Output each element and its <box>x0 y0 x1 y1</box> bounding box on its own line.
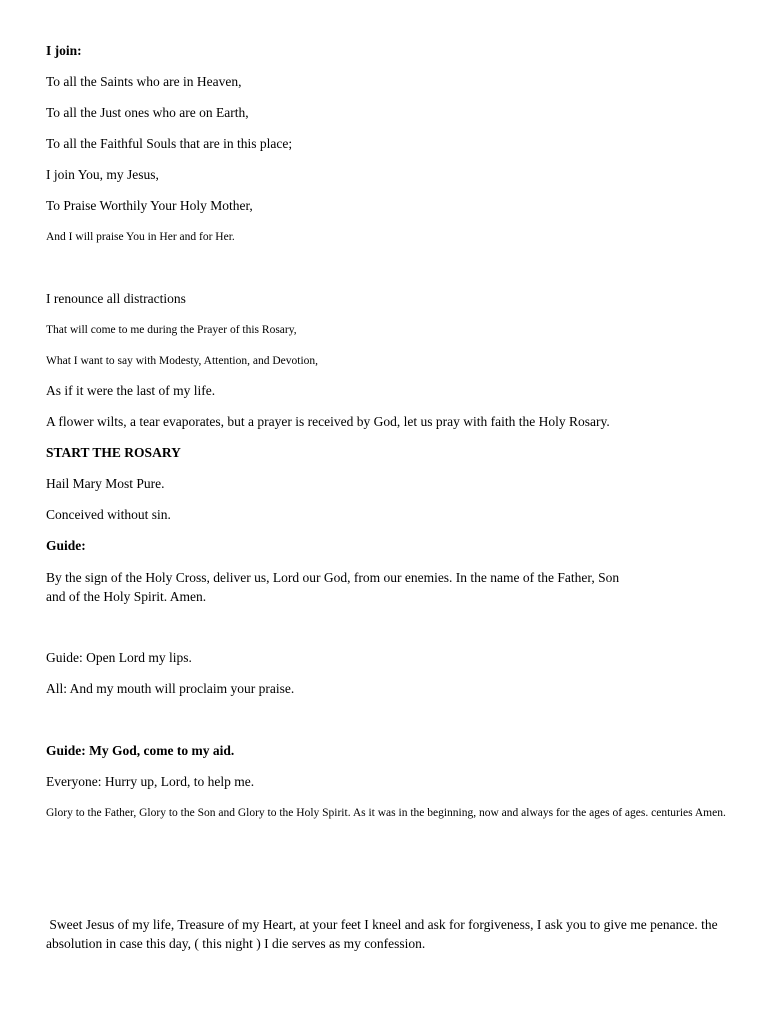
renounce-line-distractions: I renounce all distractions <box>46 291 186 306</box>
join-line-praise-you: And I will praise You in Her and for Her. <box>46 231 235 243</box>
renounce-line-modesty: What I want to say with Modesty, Attention, and Devotion, <box>46 355 319 367</box>
conceived-line: Conceived without sin. <box>46 507 171 522</box>
join-line-just: To all the Just ones who are on Earth, <box>46 105 249 120</box>
everyone-help-me: Everyone: Hurry up, Lord, to help me. <box>46 774 255 789</box>
guide-come-to-aid: Guide: My God, come to my aid. <box>46 743 235 758</box>
join-line-faithful: To all the Faithful Souls that are in this place; <box>46 136 293 151</box>
hail-mary-line: Hail Mary Most Pure. <box>46 476 165 491</box>
glory-be-paragraph: Glory to the Father, Glory to the Son and Glory to the Holy Spirit. As it was in the beginning, now and always for the ages of ages. centuries Amen. <box>46 807 726 819</box>
renounce-line-last: As if it were the last of my life. <box>46 383 216 398</box>
sweet-jesus-paragraph: Sweet Jesus of my life, Treasure of my Heart, at your feet I kneel and ask for forgiveness, I ask you to give me penance. the absolution in case this day, ( this night ) I die serves as my confession. <box>46 917 718 951</box>
guide-open-lips: Guide: Open Lord my lips. <box>46 650 192 665</box>
start-rosary-heading: START THE ROSARY <box>46 445 181 460</box>
renounce-line-prayer: That will come to me during the Prayer of this Rosary, <box>46 324 297 336</box>
join-line-jesus: I join You, my Jesus, <box>46 167 159 182</box>
guide-heading: Guide: <box>46 538 86 553</box>
all-proclaim-praise: All: And my mouth will proclaim your praise. <box>46 681 295 696</box>
flower-line: A flower wilts, a tear evaporates, but a prayer is received by God, let us pray with faith the Holy Rosary. <box>46 414 610 429</box>
sign-of-cross-paragraph: By the sign of the Holy Cross, deliver us, Lord our God, from our enemies. In the name of the Father, Son and of the Holy Spirit. Amen. <box>46 570 620 604</box>
join-heading: I join: <box>46 43 82 58</box>
join-line-praise-mother: To Praise Worthily Your Holy Mother, <box>46 198 253 213</box>
join-line-saints: To all the Saints who are in Heaven, <box>46 74 242 89</box>
